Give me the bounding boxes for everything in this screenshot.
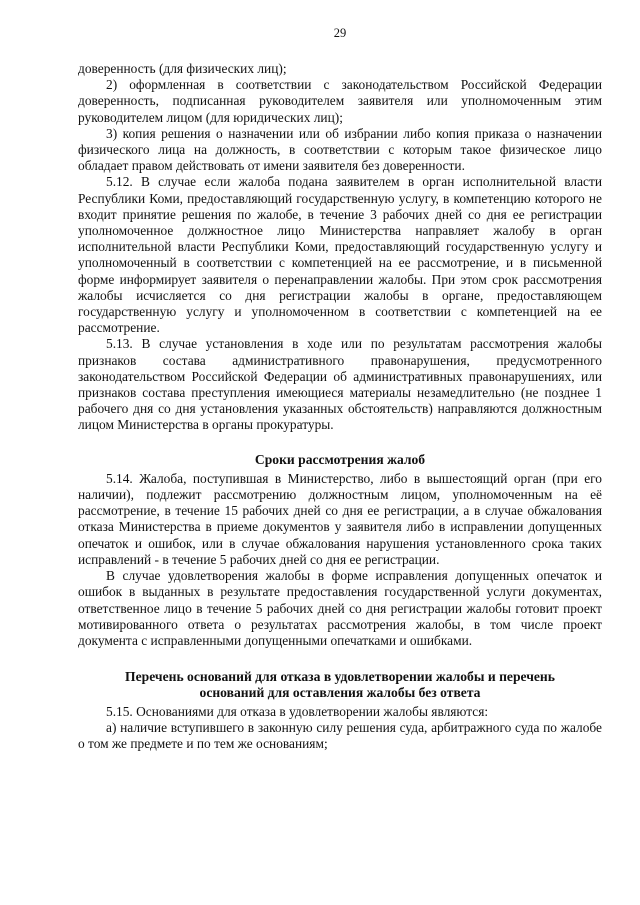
paragraph-5-13: 5.13. В случае установления в ходе или по результатам рассмотрения жалобы признаков состава административного правонарушения, предусмотренного законодательством Российской Федерации об административных правонарушениях, или признаков состава преступления имеющиеся материалы незамедлительно (не позднее 1 рабочего дня со дня установления указанных обстоятельств) направляются должностным лицом Министерства в органы прокуратуры.: [78, 336, 602, 433]
paragraph-item-2: 2) оформленная в соответствии с законодательством Российской Федерации доверенность, подписанная руководителем заявителя или уполномоченным этим руководителем лицом (для юридических лиц);: [78, 77, 602, 125]
paragraph-5-15: 5.15. Основаниями для отказа в удовлетворении жалобы являются:: [106, 703, 489, 719]
document-body: [78, 61, 602, 752]
paragraph-satisfaction-case: В случае удовлетворения жалобы в форме исправления допущенных опечаток и ошибок в выданных в результате предоставления государственной услуги документах, ответственное лицо в течение 5 рабочих дней со дня регистрации жалобы готовит проект мотивированного ответа о результатах рассмотрения жалобы, в том числе проект документа с исправленными допущенными опечатками и ошибками.: [78, 568, 602, 648]
section-heading-refusal-grounds-line-1: Перечень оснований для отказа в удовлетворении жалобы и перечень: [125, 669, 555, 685]
section-heading-refusal-grounds: [78, 669, 602, 701]
paragraph-item-a: а) наличие вступившего в законную силу решения суда, арбитражного суда по жалобе о том же предмете и по тем же основаниям;: [78, 719, 602, 751]
paragraph-item-3: 3) копия решения о назначении или об избрании либо копия приказа о назначении физического лица на должность, в соответствии с которым такое физическое лицо обладает правом действовать от имени заявителя без доверенности.: [78, 125, 602, 174]
page-number: 29: [333, 26, 347, 40]
document-page: [78, 0, 602, 905]
section-heading-refusal-grounds-line-2: оснований для оставления жалобы без ответа: [199, 685, 481, 701]
section-heading-review-deadlines: Сроки рассмотрения жалоб: [254, 451, 426, 467]
paragraph-5-12: 5.12. В случае если жалоба подана заявителем в орган исполнительной власти Республики Коми, предоставляющий государственную услугу, в компетенцию которого не входит принятие решения по жалобе, в течение 3 рабочих дней со дня ее регистрации уполномоченное должностное лицо Министерства направляет жалобу в орган исполнительной власти Республики Коми, предоставляющий государственную услугу и уполномоченный в соответствии с компетенцией на ее рассмотрение, и в письменной форме информирует заявителя о перенаправлении жалобы. При этом срок рассмотрения жалобы исчисляется со дня регистрации жалобы в органе, предоставляющем государственную услугу и уполномоченном в соответствии с компетенцией на ее рассмотрение.: [78, 174, 602, 336]
paragraph-5-14: 5.14. Жалоба, поступившая в Министерство, либо в вышестоящий орган (при его наличии), подлежит рассмотрению должностным лицом, уполномоченным на её рассмотрение, в течение 15 рабочих дней со дня ее регистрации, а в случае обжалования отказа Министерства в приеме документов у заявителя либо в исправлении допущенных опечаток и ошибок, или в случае обжалования нарушения установленного срока таких исправлений - в течение 5 рабочих дней со дня ее регистрации.: [78, 470, 602, 567]
paragraph-poa-individuals: доверенность (для физических лиц);: [78, 61, 287, 76]
